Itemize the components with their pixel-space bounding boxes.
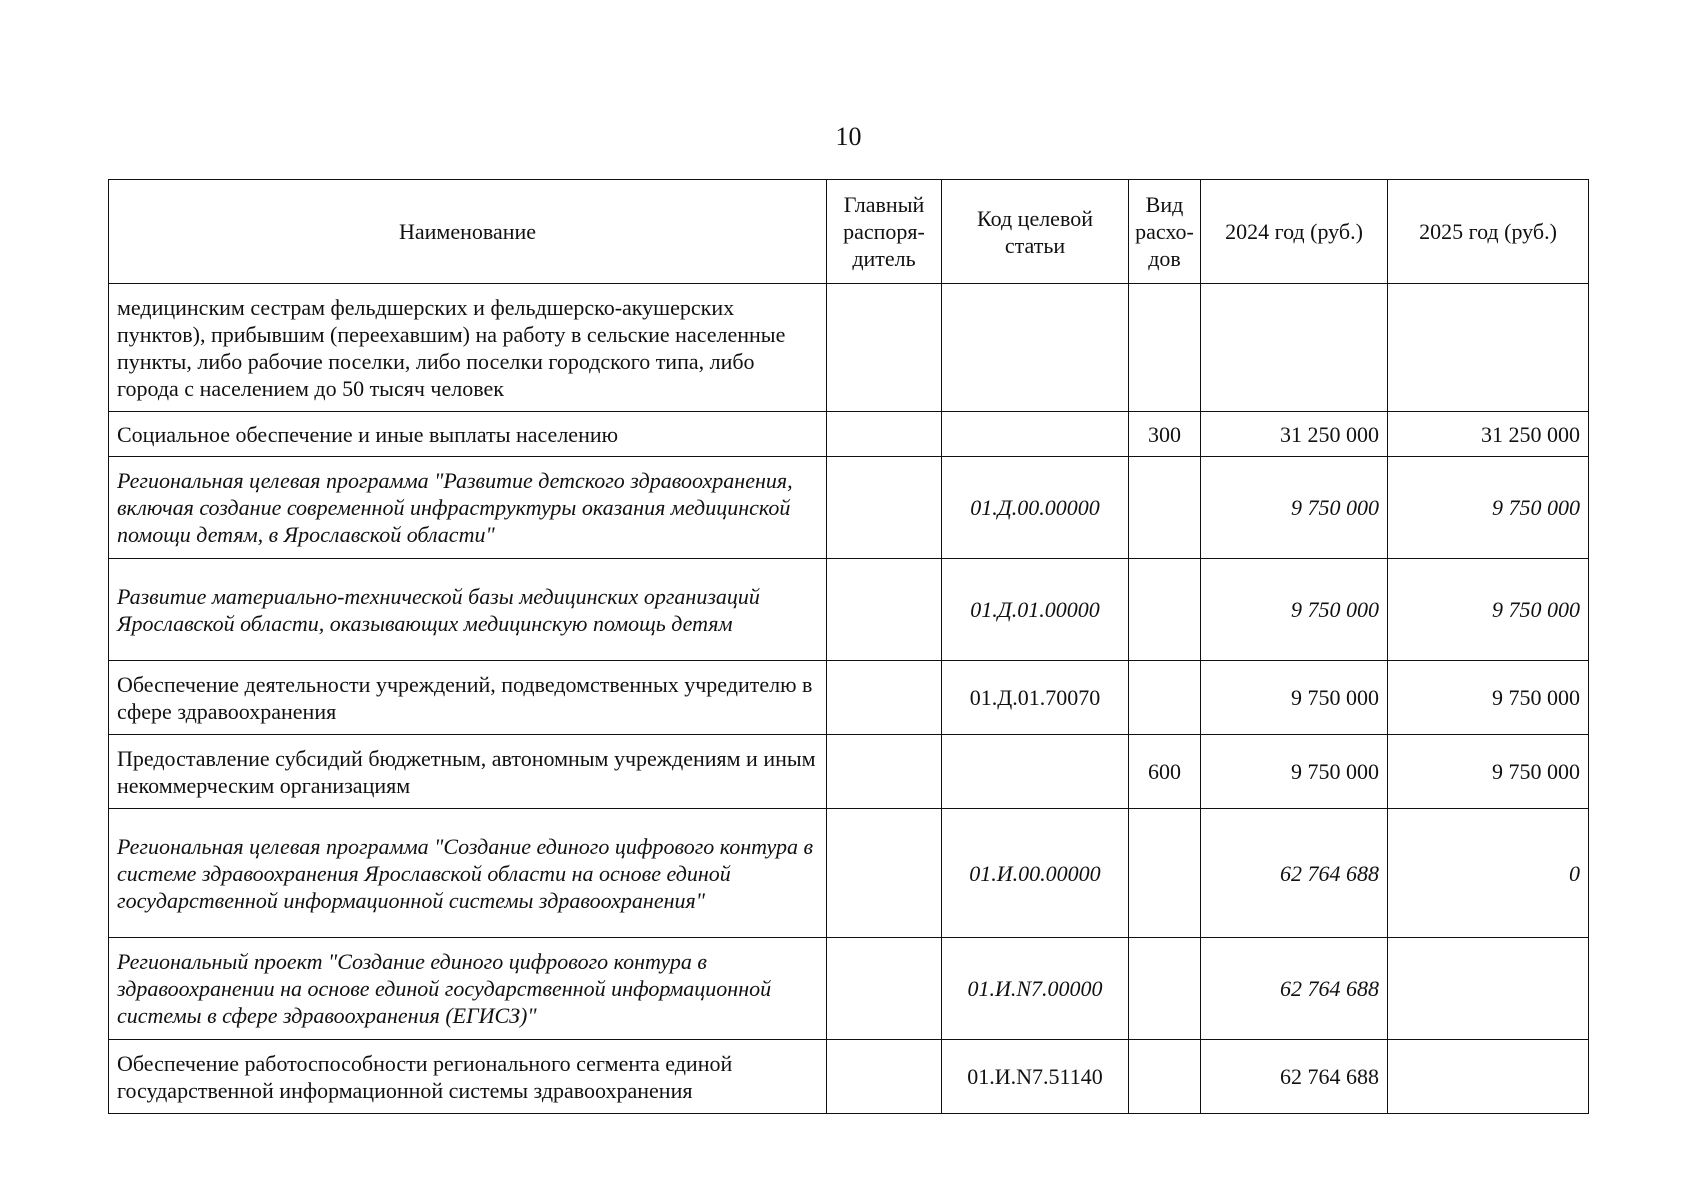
cell-manager [827,1040,942,1114]
cell-code: 01.Д.01.70070 [942,661,1129,735]
header-manager: Главный распоря-дитель [827,180,942,284]
cell-2024: 9 750 000 [1201,735,1388,809]
cell-expense-type [1129,559,1201,661]
table-row [109,1040,1589,1114]
table-row [109,809,1589,938]
cell-name: Социальное обеспечение и иные выплаты населению [109,412,827,457]
cell-expense-type [1129,284,1201,412]
cell-code: 01.И.N7.00000 [942,938,1129,1040]
cell-name: Региональная целевая программа "Развитие детского здравоохранения, включая создание современной инфраструктуры оказания медицинской помощи детям, в Ярославской области" [109,457,827,559]
cell-manager [827,284,942,412]
cell-manager [827,412,942,457]
cell-expense-type [1129,938,1201,1040]
cell-2025: 31 250 000 [1388,412,1589,457]
cell-2025: 9 750 000 [1388,457,1589,559]
cell-2025: 9 750 000 [1388,559,1589,661]
cell-name: Предоставление субсидий бюджетным, автономным учреждениям и иным некоммерческим организациям [109,735,827,809]
cell-manager [827,938,942,1040]
cell-manager [827,809,942,938]
cell-code: 01.Д.01.00000 [942,559,1129,661]
cell-expense-type: 600 [1129,735,1201,809]
cell-2024 [1201,284,1388,412]
cell-2025 [1388,284,1589,412]
cell-2024: 62 764 688 [1201,938,1388,1040]
cell-2025: 9 750 000 [1388,661,1589,735]
budget-table [108,179,1589,1114]
header-expense-type: Вид расхо-дов [1129,180,1201,284]
cell-2024: 62 764 688 [1201,1040,1388,1114]
header-name: Наименование [109,180,827,284]
cell-name: медицинским сестрам фельдшерских и фельдшерско-акушерских пунктов), прибывшим (переехавшим) на работу в сельские населенные пункты, либо рабочие поселки, либо поселки городского типа, либо города с населением до 50 тысяч человек [109,284,827,412]
table-row [109,559,1589,661]
page-number: 10 [835,122,862,151]
cell-code: 01.И.00.00000 [942,809,1129,938]
table-row [109,457,1589,559]
cell-2025 [1388,938,1589,1040]
header-2025: 2025 год (руб.) [1388,180,1589,284]
cell-name: Развитие материально-технической базы медицинских организаций Ярославской области, оказывающих медицинскую помощь детям [109,559,827,661]
cell-code [942,412,1129,457]
table-row [109,938,1589,1040]
cell-expense-type [1129,1040,1201,1114]
cell-name: Региональный проект "Создание единого цифрового контура в здравоохранении на основе единой государственной информационной системы в сфере здравоохранения (ЕГИСЗ)" [109,938,827,1040]
cell-expense-type [1129,809,1201,938]
table-row [109,735,1589,809]
cell-code: 01.И.N7.51140 [942,1040,1129,1114]
cell-name: Обеспечение работоспособности регионального сегмента единой государственной информационной системы здравоохранения [109,1040,827,1114]
table-row [109,412,1589,457]
cell-2024: 31 250 000 [1201,412,1388,457]
cell-expense-type: 300 [1129,412,1201,457]
cell-expense-type [1129,457,1201,559]
cell-2025: 9 750 000 [1388,735,1589,809]
cell-2025: 0 [1388,809,1589,938]
table-row [109,284,1589,412]
cell-code [942,284,1129,412]
cell-2024: 9 750 000 [1201,559,1388,661]
header-2024: 2024 год (руб.) [1201,180,1388,284]
cell-code [942,735,1129,809]
table-row [109,661,1589,735]
header-code: Код целевой статьи [942,180,1129,284]
cell-manager [827,735,942,809]
cell-code: 01.Д.00.00000 [942,457,1129,559]
cell-2024: 9 750 000 [1201,457,1388,559]
cell-name: Региональная целевая программа "Создание единого цифрового контура в системе здравоохранения Ярославской области на основе единой государственной информационной системы здравоохранения" [109,809,827,938]
cell-name: Обеспечение деятельности учреждений, подведомственных учредителю в сфере здравоохранения [109,661,827,735]
table-header-row [109,180,1589,284]
cell-2025 [1388,1040,1589,1114]
cell-expense-type [1129,661,1201,735]
cell-manager [827,661,942,735]
cell-manager [827,457,942,559]
cell-2024: 62 764 688 [1201,809,1388,938]
cell-2024: 9 750 000 [1201,661,1388,735]
cell-manager [827,559,942,661]
